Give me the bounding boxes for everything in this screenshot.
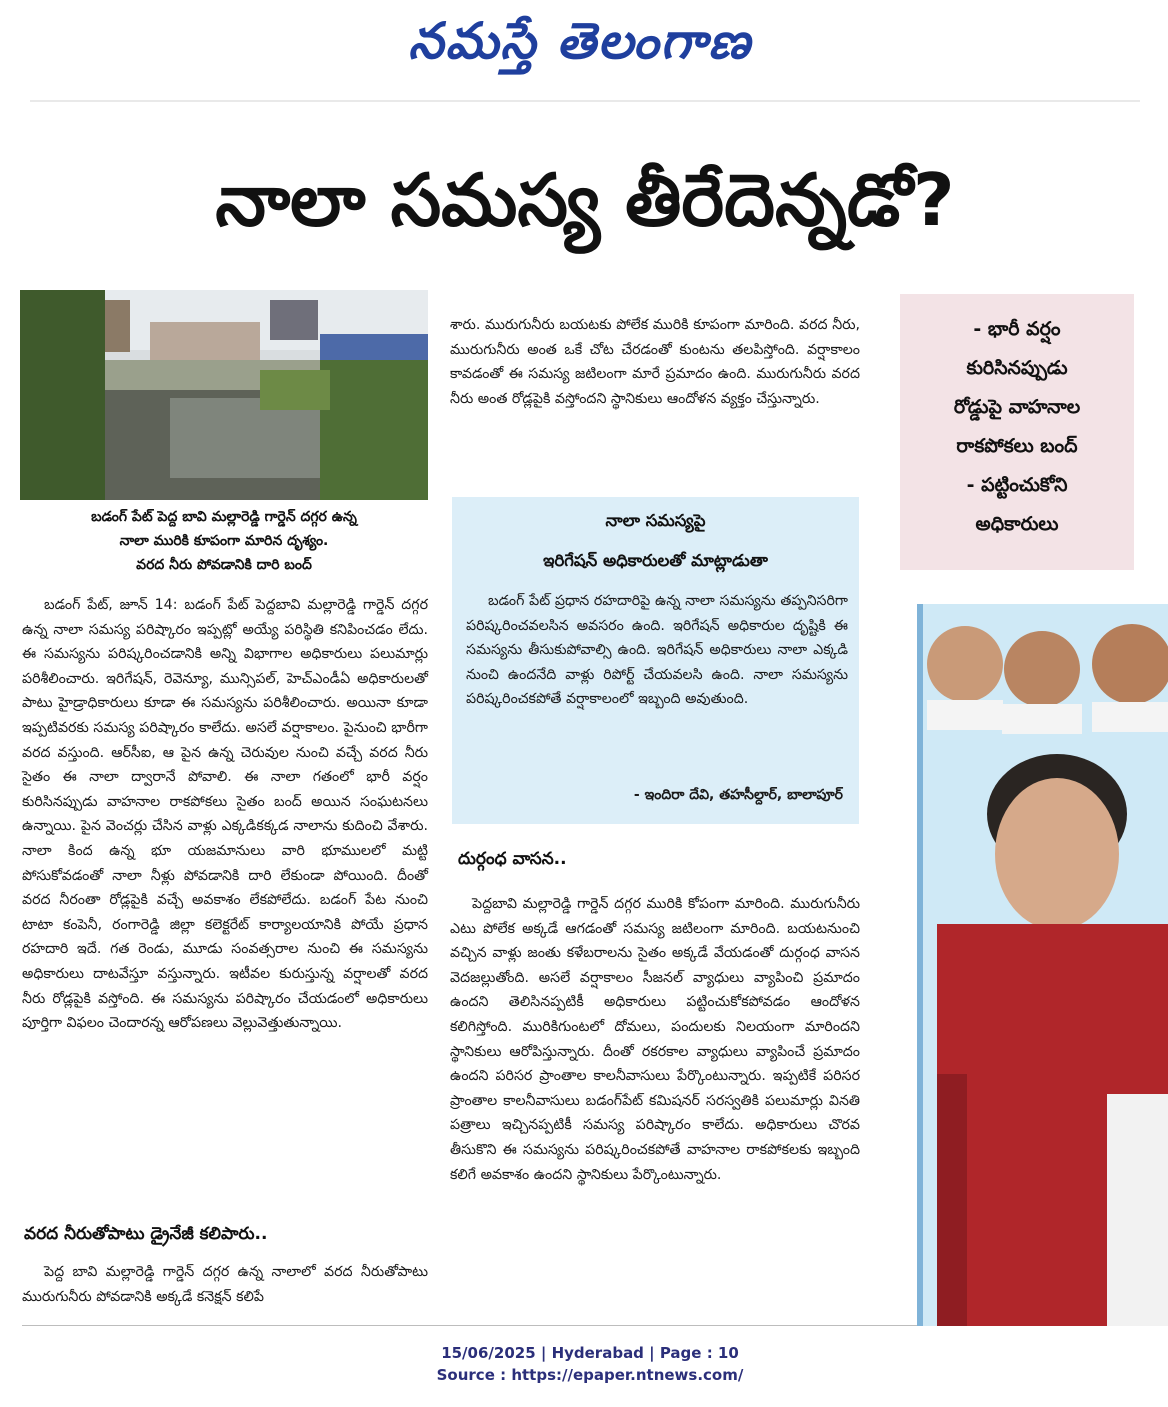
column-2-body-2 xyxy=(450,892,860,1187)
highlight-line: - పట్టించుకోని xyxy=(966,474,1068,496)
column-1-body xyxy=(22,593,428,1036)
paragraph: బడంగ్ పేట్, జూన్ 14: బడంగ్ పేట్ పెద్దబావి మల్లారెడ్డి గార్డెన్ దగ్గర ఉన్న నాలా సమస్య పరిష్కారం ఇప్పట్లో అయ్యే పరిస్థితి కనిపించడం లేదు. ఈ సమస్యను పరిష్కరించడానికి అన్ని విభాగాల అధికారులు పలుమార్లు పరిశీలించారు. ఇరిగేషన్, రెవెన్యూ, మున్సిపల్, హెచ్ఎండీఏ అధికారులతో పాటు హైడ్రాధికారులు కూడా ఈ సమస్యను పరిశీలించారు. అయినా కూడా ఇప్పటివరకు సమస్య పరిష్కారం కాలేదు. అసలే వర్షాకాలం. పైనుంచి భారీగా వరద వస్తుంది. ఆర్‌సీఐ, ఆ పైన ఉన్న చెరువుల నుంచి వచ్చే వరద నీరు సైతం ఈ నాలా ద్వారానే పోవాలి. ఈ నాలా గతంలో భారీ వర్షం కురిసినప్పుడు వాహనాల రాకపోకలు సైతం బంద్ అయిన సంఘటనలు ఉన్నాయి. పైన వెంచర్లు చేసిన వాళ్లు ఎక్కడికక్కడ నాలాను కుదించి వేశారు. నాలా కింద ఉన్న భూ యజమానులు వారి భూములలో మట్టి పోసుకోవడంతో నాలా నీళ్లు పోవడానికి దారి లేకుండా పోయింది. దీంతో వరద నీరంతా రోడ్లపైకి వచ్చే అవకాశం లేకపోలేదు. బడంగ్ పేట నుంచి టాటా కంపెనీ, రంగారెడ్డి జిల్లా కలెక్టరేట్ కార్యాలయానికి పోయే ప్రధాన రహదారి ఇదే. గత రెండు, మూడు సంవత్సరాల నుంచి ఈ సమస్యను అధికారులు దాటవేస్తూ వస్తున్నారు. ఇటీవల కురుస్తున్న వర్షాలతో వరద నీరు రోడ్లపైకి వస్తోంది. ఈ సమస్యను పరిష్కారం చేయడంలో అధికారులు పూర్తిగా విఫలం చెందారన్న ఆరోపణలు వెల్లువెత్తుతున్నాయి. xyxy=(22,597,428,1032)
highlights-text xyxy=(900,310,1134,544)
paragraph: బడంగ్ పేట్ ప్రధాన రహదారిపై ఉన్న నాలా సమస్యను తప్పనిసరిగా పరిష్కరించవలసిన అవసరం ఉంది. ఇరిగేషన్ అధికారుల దృష్టికి ఈ సమస్యను తీసుకుపోవాల్సి ఉంది. ఇరిగేషన్ అధికారులు నాలా ఎక్కడి నుంచి ఉందనేది వాళ్లు రిపోర్ట్ చేయవలసి ఉంది. నాలా సమస్యను పరిష్కరించకపోతే వర్షాకాలంలో ఇబ్బంది అవుతుంది. xyxy=(466,593,848,708)
column-2-subheading: దుర్గంధ వాసన.. xyxy=(458,849,567,869)
highlights-box xyxy=(900,294,1134,570)
highlight-line: రోడ్డుపై వాహనాల xyxy=(953,396,1081,418)
column-1-body-2 xyxy=(22,1260,428,1309)
caption-line-1: బడంగ్ పేట్ పెద్ద బావి మల్లారెడ్డి గార్డెన్ దగ్గర ఉన్న xyxy=(91,509,357,525)
advertisement-photo xyxy=(917,604,1168,1326)
paragraph: పెద్దబావి మల్లారెడ్డి గార్డెన్ దగ్గర మురికి కోపంగా మారింది. మురుగునీరు ఎటు పోలేక అక్కడే ఆగడంతో సమస్య జటిలంగా మారింది. బయటనుంచి వచ్చిన వాళ్లు జంతు కళేబరాలను సైతం అక్కడే వేయడంతో దుర్గంధ వాసన వెదజల్లుతోంది. అసలే వర్షాకాలం సీజనల్ వ్యాధులు వ్యాపించి ప్రమాదం ఉందని తెలిసినప్పటికీ అధికారులు పట్టించుకోకపోవడం ఆందోళన కలిగిస్తోంది. మురికిగుంటలో దోమలు, పందులకు నిలయంగా మారిందని స్థానికులు ఆరోపిస్తున్నారు. దీంతో రకరకాల వ్యాధులు వ్యాపించే ప్రమాదం ఉందని పరిసర ప్రాంతాల కాలనీవాసులు పేర్కొంటున్నారు. ఇప్పటికే పరిసర ప్రాంతాల కాలనీవాసులు బడంగ్‌పేట్ కమిషనర్ సరస్వతికి పలుమార్లు వినతి పత్రాలు ఇచ్చినప్పటికీ సమస్య పరిష్కారం కాలేదు. అధికారులు చొరవ తీసుకొని ఈ సమస్యను పరిష్కరించకపోతే వాహనాల రాకపోకలకు ఇబ్బంది కలిగే అవకాశం ఉందని స్థానికులు పేర్కొంటున్నారు. xyxy=(450,896,860,1183)
photo-caption xyxy=(20,505,428,577)
highlight-line: - భారీ వర్షం xyxy=(973,318,1061,340)
page-bottom-rule xyxy=(22,1325,917,1326)
masthead-divider xyxy=(30,100,1140,102)
article-photo xyxy=(20,290,428,500)
paragraph: శారు. మురుగునీరు బయటకు పోలేక మురికి కూపంగా మారింది. వరద నీరు, మురుగునీరు అంత ఒకే చోట చేరడంతో కుంటను తలపిస్తోంది. వర్షాకాలం కావడంతో ఈ సమస్య జటిలంగా మారే ప్రమాదం ఉంది. మురుగునీరు వరద నీరు అంత రోడ్లపైకి వస్తోందని స్థానికులు ఆందోళన వ్యక్తం చేస్తున్నారు. xyxy=(450,317,860,407)
highlight-line: రాకపోకలు బంద్ xyxy=(956,435,1078,457)
newspaper-masthead: నమస్తే తెలంగాణ xyxy=(408,11,752,70)
highlight-line: అధికారులు xyxy=(975,513,1059,535)
column-2-body xyxy=(450,313,860,411)
column-1-subheading: వరద నీరుతోపాటు డ్రైనేజీ కలిపారు.. xyxy=(24,1224,268,1244)
highlight-line: కురిసినప్పుడు xyxy=(966,357,1068,379)
quote-title-1: నాలా సమస్యపై xyxy=(605,511,706,530)
paragraph: పెద్ద బావి మల్లారెడ్డి గార్డెన్ దగ్గర ఉన్న నాలాలో వరద నీరుతోపాటు మురుగునీరు పోవడానికి అక్కడే కనెక్షన్ కలిపే xyxy=(22,1264,428,1305)
photo-icon xyxy=(20,290,428,500)
source-link[interactable]: Source : https://epaper.ntnews.com/ xyxy=(436,1366,744,1384)
caption-line-2: నాలా మురికి కూపంగా మారిన దృశ్యం. xyxy=(119,533,329,549)
page-footer xyxy=(380,1342,800,1386)
quote-box xyxy=(452,497,859,824)
quote-signature: - ఇందిరా దేవి, తహసీల్దార్, బాలాపూర్ xyxy=(633,787,843,803)
quote-body xyxy=(466,589,848,712)
quote-title-2: ఇరిగేషన్ అధికారులతో మాట్లాడుతా xyxy=(543,551,768,570)
article-headline: నాలా సమస్య తీరేదెన్నడో? xyxy=(215,158,955,242)
portrait-photo-icon xyxy=(917,604,1168,1326)
caption-line-3: వరద నీరు పోవడానికి దారి బంద్ xyxy=(136,557,312,573)
edition-info: 15/06/2025 | Hyderabad | Page : 10 xyxy=(441,1344,739,1362)
